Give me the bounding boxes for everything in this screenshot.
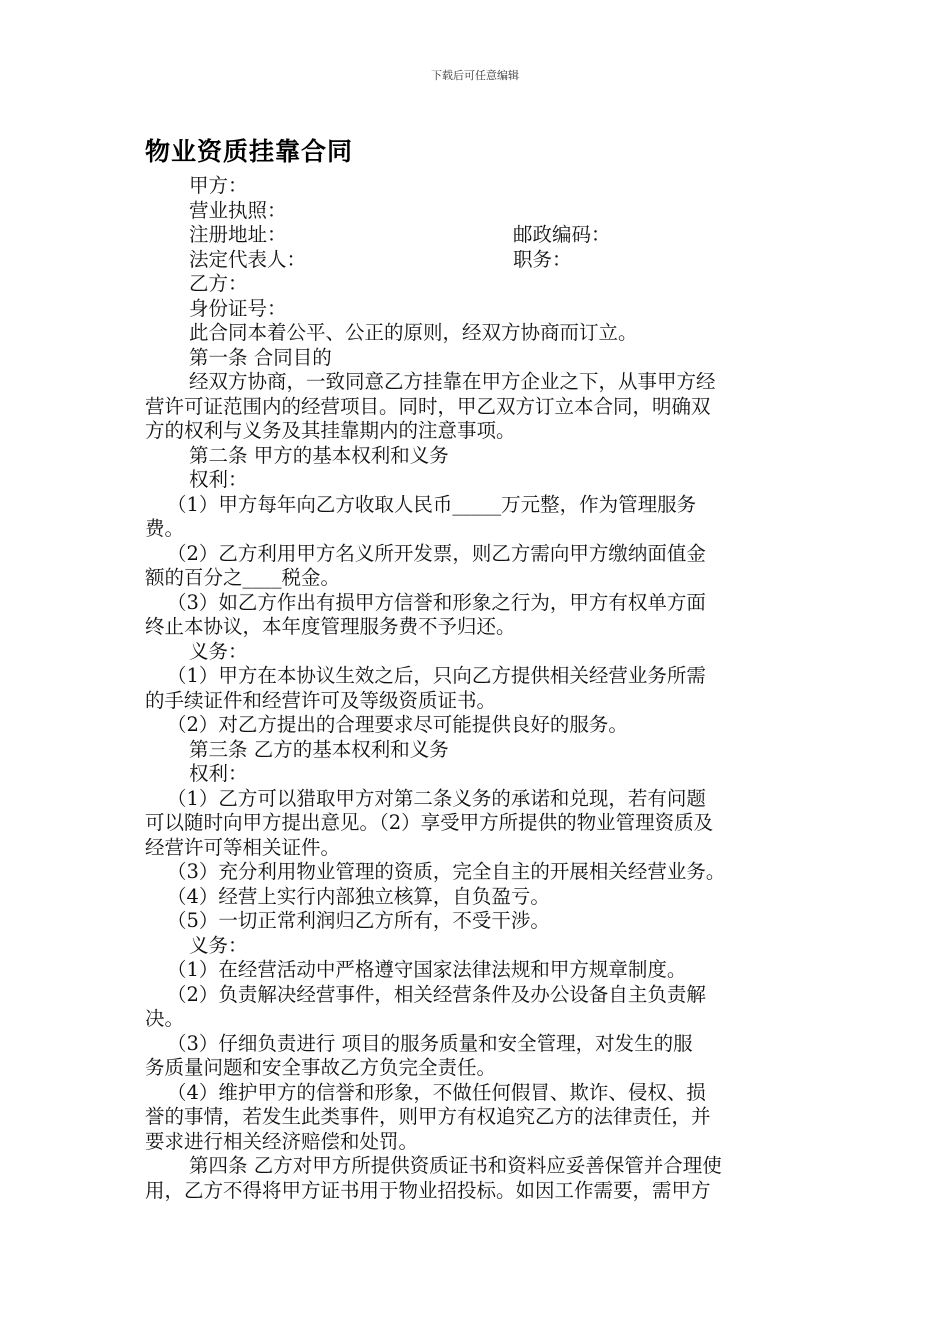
paragraph-line: （2）乙方利用甲方名义所开发票，则乙方需向甲方缴纳面值金 <box>167 541 706 565</box>
duties-label: 义务： <box>189 639 248 663</box>
paragraph-line: 务质量问题和安全事故乙方负完全责任。 <box>145 1056 497 1079</box>
paragraph-line: 方的权利与义务及其挂靠期内的注意事项。 <box>145 419 516 442</box>
article4-heading-line: 第四条 乙方对甲方所提供资质证书和资料应妥善保管并合理使 <box>189 1154 722 1177</box>
paragraph-line: 誉的事情，若发生此类事件，则甲方有权追究乙方的法律责任，并 <box>145 1105 711 1128</box>
rights-label: 权利： <box>189 468 248 491</box>
contract-body <box>145 174 815 1203</box>
position-label: 职务： <box>513 247 572 271</box>
id-number-label: 身份证号： <box>189 296 287 320</box>
paragraph-line: 决。 <box>145 1007 185 1030</box>
paragraph-line: 额的百分之____税金。 <box>145 566 341 589</box>
paragraph-line: （2）对乙方提出的合理要求尽可能提供良好的服务。 <box>167 713 628 736</box>
party-a-label: 甲方： <box>189 174 248 197</box>
article1-heading: 第一条 合同目的 <box>189 345 332 369</box>
paragraph-line: 营许可证范围内的经营项目。同时，甲乙双方订立本合同，明确双 <box>145 394 711 418</box>
paragraph-line: （5）一切正常利润归乙方所有，不受干涉。 <box>167 909 550 932</box>
article2-heading: 第二条 甲方的基本权利和义务 <box>189 443 449 467</box>
paragraph-line: 费。 <box>145 517 185 540</box>
registered-address-label: 注册地址： <box>189 223 287 246</box>
paragraph-line: 可以随时向甲方提出意见。（2）享受甲方所提供的物业管理资质及 <box>145 811 714 834</box>
rights-label: 权利： <box>189 762 248 785</box>
paragraph-line: 要求进行相关经济赔偿和处罚。 <box>145 1129 419 1153</box>
paragraph-line: 经营许可等相关证件。 <box>145 835 341 859</box>
paragraph-line: （3）仔细负责进行 项目的服务质量和安全管理，对发生的服 <box>167 1031 693 1055</box>
business-license-label: 营业执照： <box>189 198 287 222</box>
contract-title: 物业资质挂靠合同 <box>145 137 354 166</box>
paragraph-line: （3）充分利用物业管理的资质，完全自主的开展相关经营业务。 <box>167 860 726 883</box>
legal-representative-label: 法定代表人： <box>189 247 307 271</box>
paragraph-line: （2）负责解决经营事件，相关经营条件及办公设备自主负责解 <box>167 982 706 1006</box>
paragraph-line: 的手续证件和经营许可及等级资质证书。 <box>145 688 497 712</box>
paragraph-line: （3）如乙方作出有损甲方信誉和形象之行为，甲方有权单方面 <box>167 590 706 614</box>
party-b-label: 乙方： <box>189 272 248 295</box>
paragraph-line: 经双方协商，一致同意乙方挂靠在甲方企业之下，从事甲方经 <box>189 370 716 393</box>
address-row <box>145 223 815 248</box>
duties-label: 义务： <box>189 933 248 957</box>
page-header: 下载后可任意编辑 <box>431 69 519 82</box>
article3-heading: 第三条 乙方的基本权利和义务 <box>189 737 449 761</box>
paragraph-line: 终止本协议，本年度管理服务费不予归还。 <box>145 615 516 638</box>
paragraph-line: 用，乙方不得将甲方证书用于物业招投标。如因工作需要，需甲方 <box>145 1178 711 1202</box>
paragraph-line: （4）经营上实行内部独立核算，自负盈亏。 <box>167 884 550 908</box>
preamble: 此合同本着公平、公正的原则，经双方协商而订立。 <box>189 321 638 344</box>
paragraph-line: （1）甲方每年向乙方收取人民币_____万元整，作为管理服务 <box>167 492 697 516</box>
representative-row <box>145 248 815 273</box>
paragraph-line: （1）甲方在本协议生效之后，只向乙方提供相关经营业务所需 <box>167 664 706 687</box>
paragraph-line: （1）在经营活动中严格遵守国家法律法规和甲方规章制度。 <box>167 958 687 981</box>
paragraph-line: （1）乙方可以猎取甲方对第二条义务的承诺和兑现，若有问题 <box>167 786 706 810</box>
paragraph-line: （4）维护甲方的信誉和形象，不做任何假冒、欺诈、侵权、损 <box>167 1080 706 1104</box>
postcode-label: 邮政编码： <box>513 223 611 246</box>
